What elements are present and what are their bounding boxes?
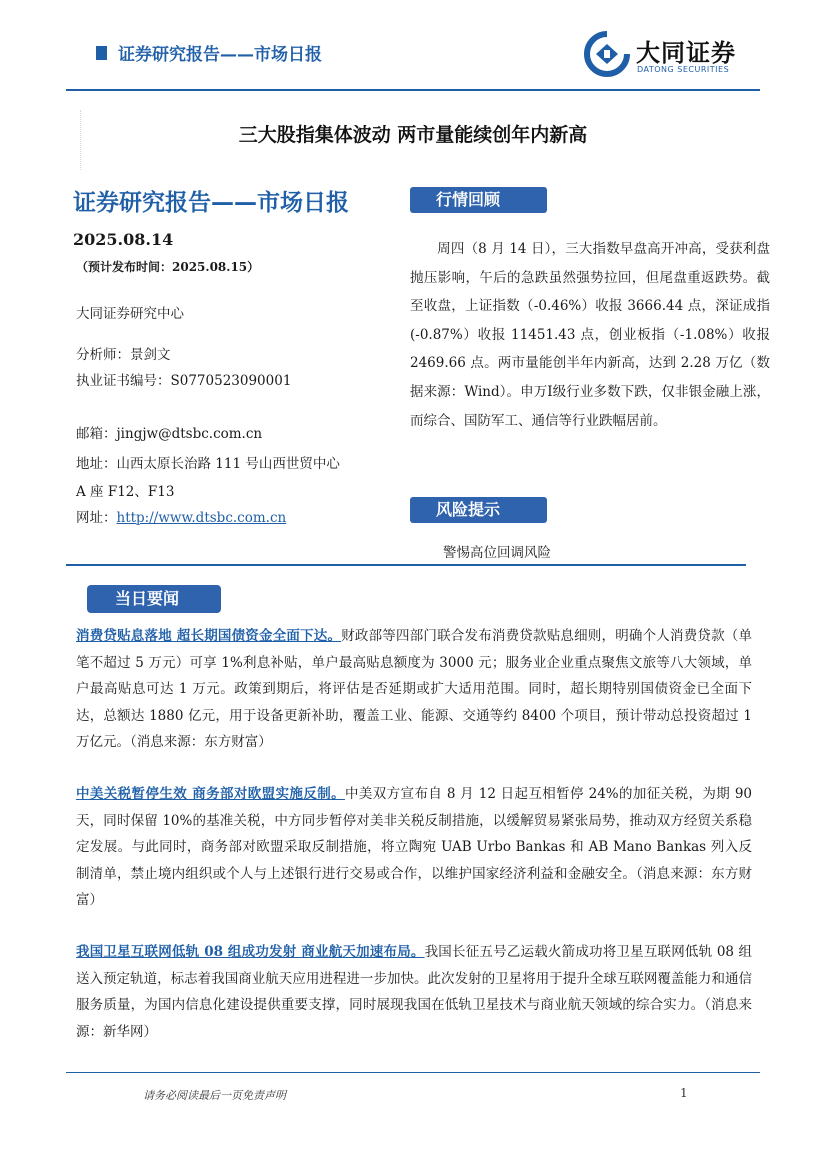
email: 邮箱：jingjw@dtsbc.com.cn [76,426,263,442]
header-report-type: 证券研究报告——市场日报 [118,45,322,65]
review-body: 周四（8 月 14 日），三大指数早盘高开冲高，受获利盘抛压影响，午后的急跌虽然强势拉回，但尾盘重返跌势。截至收盘，上证指数（-0.46%）收报 3666.44 点，深证成指(-0.87%）收报 11451.43 点，创业板指（-1.08%）收报 2469.66 点。两市量能创半年内新高，达到 2.28 万亿（数据来源：Wind）。申万Ⅰ级行业多数下跌，仅非银金融上涨，而综合、国防军工、通信等行业跌幅居前。 [410,241,770,429]
website-link[interactable]: http://www.dtsbc.com.cn [116,510,287,526]
section-rule [66,564,746,566]
page-title: 三大股指集体波动 两市量能续创年内新高 [238,124,588,146]
header-rule [66,89,760,91]
sidebar-report-type: 证券研究报告——市场日报 [73,190,349,216]
news-headline[interactable]: 我国卫星互联网低轨 08 组成功发射 商业航天加速布局。 [76,944,425,960]
address-line-1: 地址：山西太原长治路 111 号山西世贸中心 [76,456,340,472]
research-center: 大同证券研究中心 [76,306,184,322]
header-square-icon [96,46,107,60]
news-headline[interactable]: 中美关税暂停生效 商务部对欧盟实施反制。 [76,786,345,802]
certificate-number: 执业证书编号：S0770523090001 [76,373,292,389]
address-line-2: A 座 F12、F13 [76,484,175,500]
news-tag: 当日要闻 [87,585,221,613]
logo-subtext: DATONG SECURITIES [637,65,730,74]
datong-logo-icon [582,30,632,78]
news-body: 中美双方宣布自 8 月 12 日起互相暂停 24%的加征关税，为期 90 天，同时保留 10%的基准关税，中方同步暂停对美非关税反制措施，以缓解贸易紧张局势，推动双方经贸关系稳定发展。与此同时，商务部对欧盟采取反制措施，将立陶宛 UAB Urbo Bankas 和 AB Mano Bankas 列入反制清单，禁止境内组织或个人与上述银行进行交易或合作，以维护国家经济利益和金融安全。（消息来源：东方财富） [76,786,752,908]
news-item [76,623,752,756]
review-text [410,235,770,435]
logo-text: 大同证券 [636,39,736,67]
page-number: 1 [680,1086,688,1100]
website-label: 网址： [76,510,117,526]
footer-disclaimer: 请务必阅读最后一页免责声明 [143,1089,286,1102]
report-date: 2025.08.14 [73,230,174,249]
news-headline[interactable]: 消费贷贴息落地 超长期国债资金全面下达。 [76,628,342,644]
risk-tag: 风险提示 [410,497,547,523]
review-tag: 行情回顾 [410,187,547,213]
news-body: 财政部等四部门联合发布消费贷款贴息细则，明确个人消费贷款（单笔不超过 5 万元）可享 1%利息补贴，单户最高贴息额度为 3000 元；服务业企业重点聚焦文旅等八大领域，单户最高贴息可达 1 万元。政策到期后，将评估是否延期或扩大适用范围。同时，超长期特别国债资金已全面下达，总额达 1880 亿元，用于设备更新补助，覆盖工业、能源、交通等约 8400 个项目，预计带动总投资超过 1 万亿元。（消息来源：东方财富） [76,628,753,750]
news-item [76,781,752,914]
analyst: 分析师：景剑文 [76,347,171,363]
news-item [76,939,752,1045]
website [76,506,286,526]
publish-time: （预计发布时间：2025.08.15） [76,260,260,274]
footer-rule [66,1072,760,1073]
risk-text: 警惕高位回调风险 [443,545,551,561]
news-body: 我国长征五号乙运载火箭成功将卫星互联网低轨 08 组送入预定轨道，标志着我国商业航天应用进程进一步加快。此次发射的卫星将用于提升全球互联网覆盖能力和通信服务质量，为国内信息化建设提供重要支撑，同时展现我国在低轨卫星技术与商业航天领域的综合实力。（消息来源：新华网） [76,944,752,1040]
